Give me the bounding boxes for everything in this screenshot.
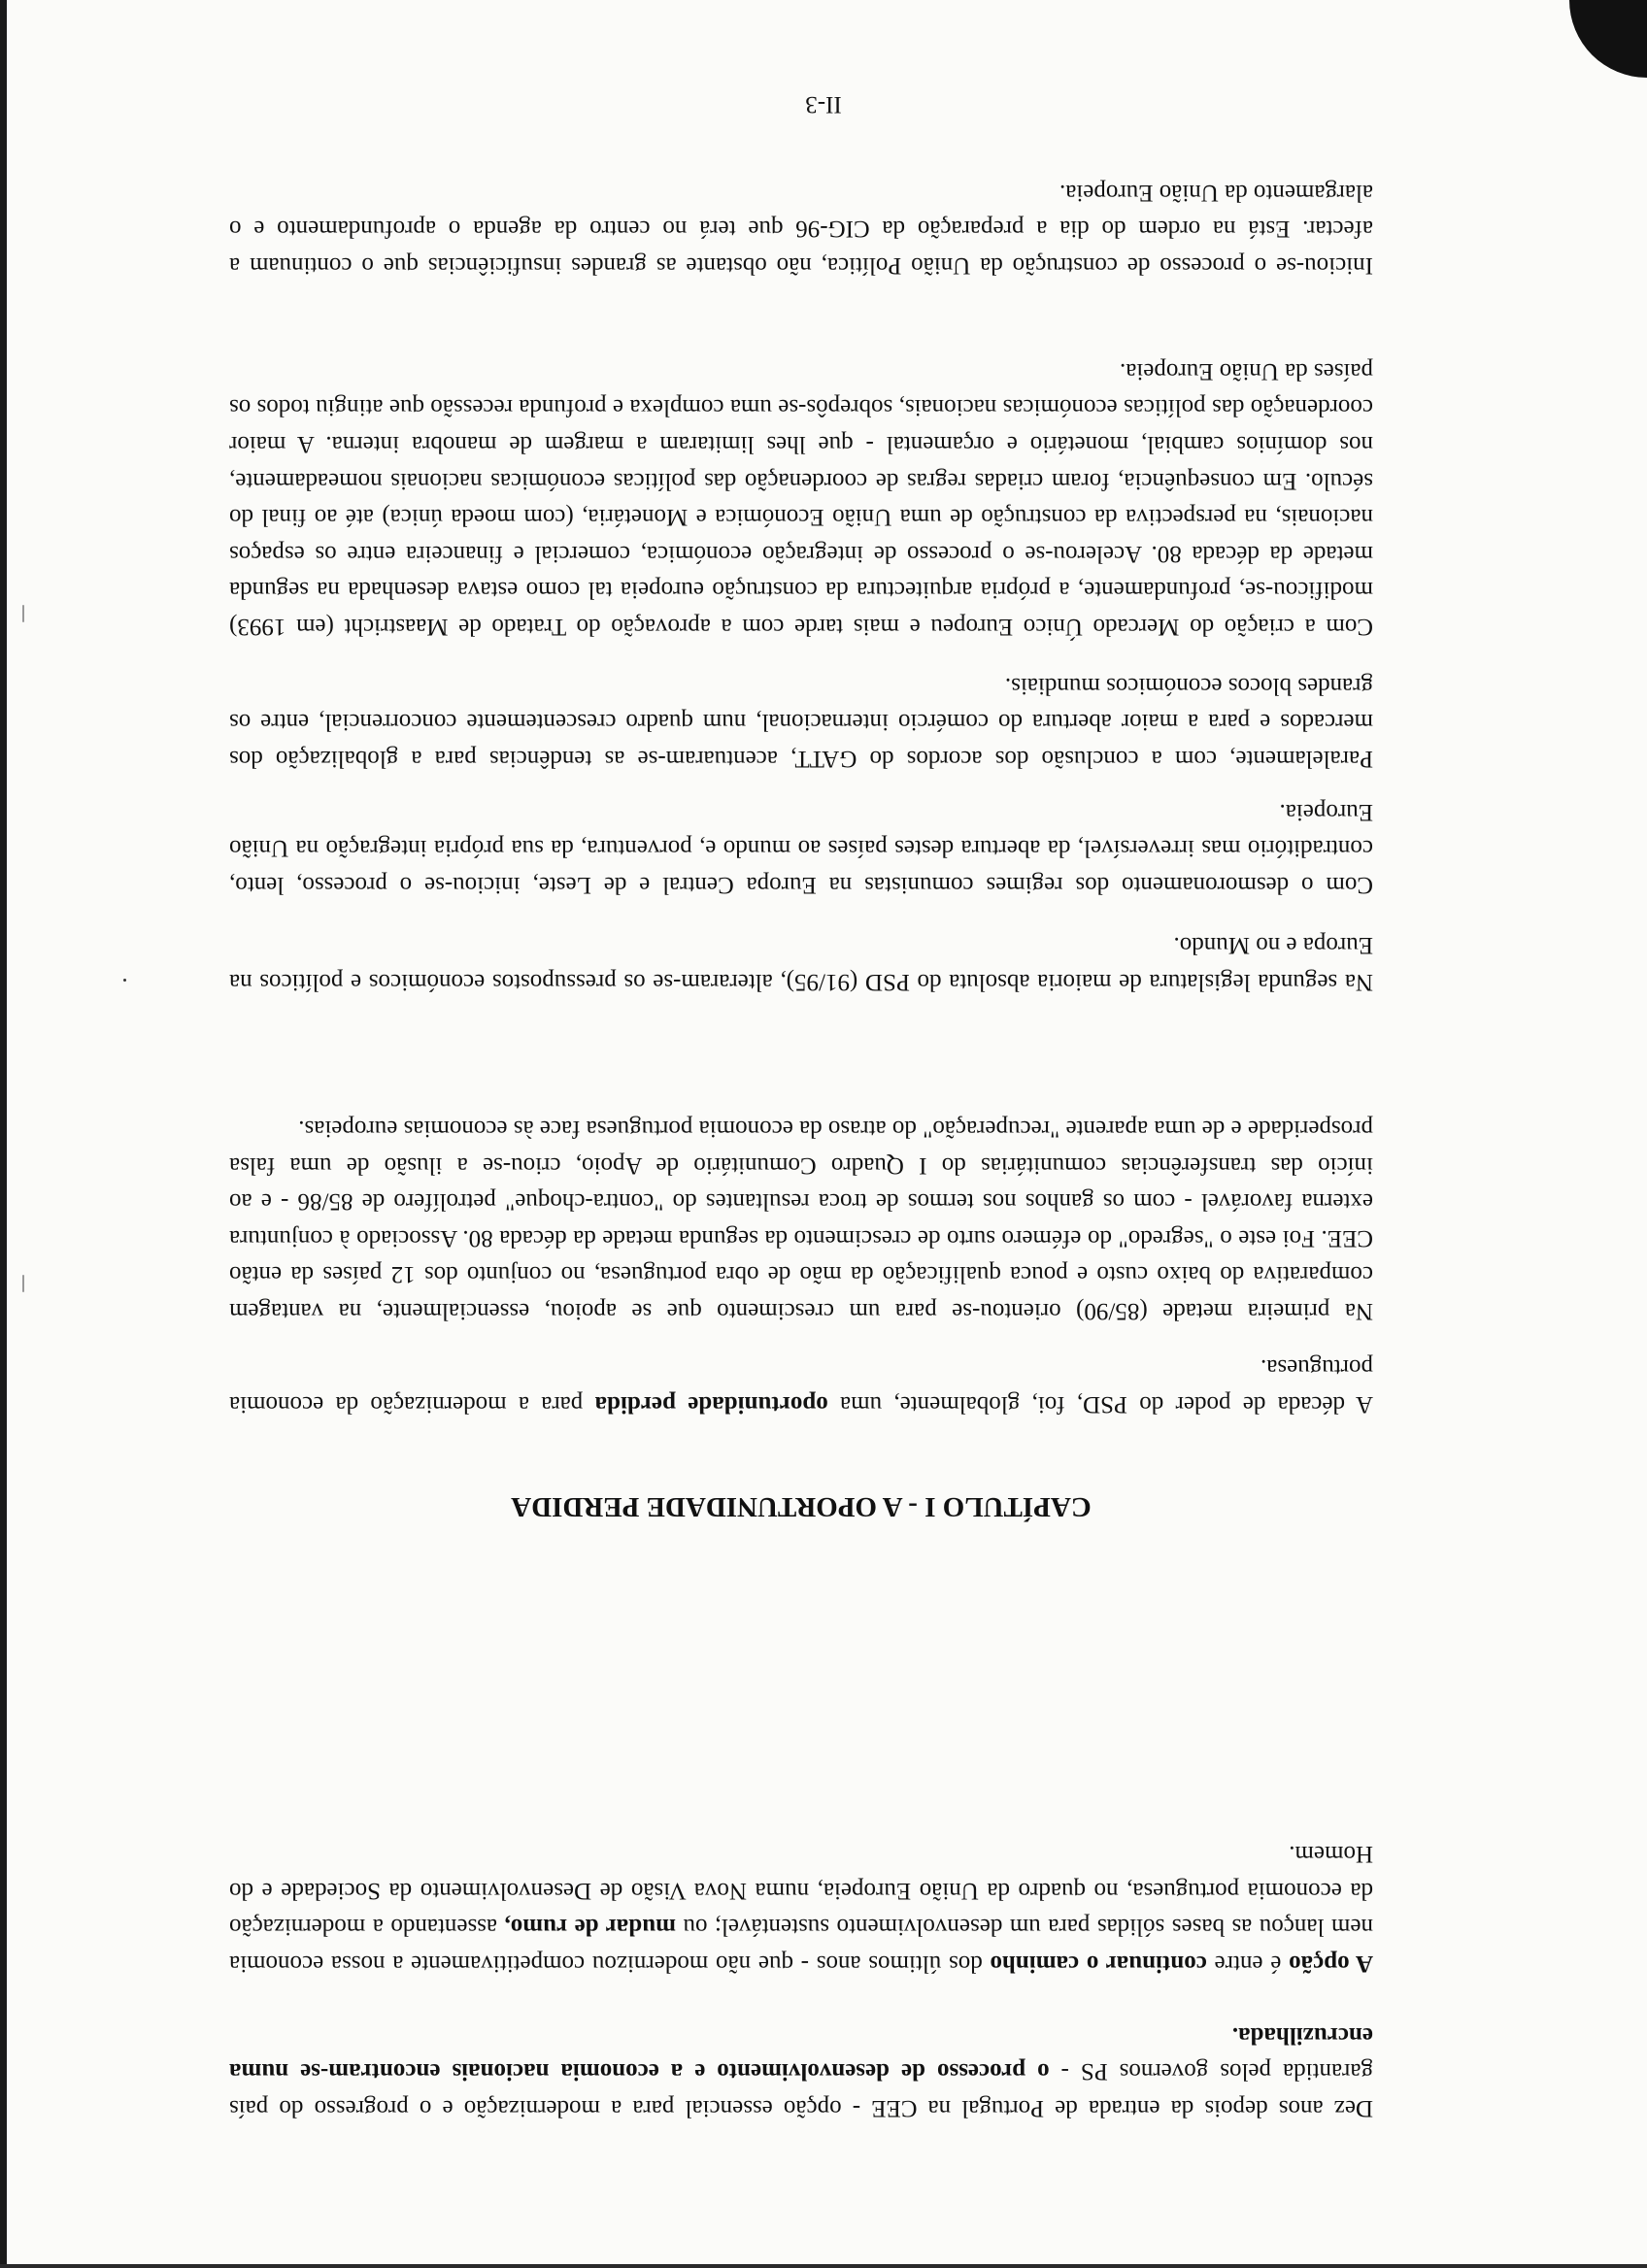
paragraph-gatt: Paralelamente, com a conclusão dos acordos do GATT, acentuaram-se as tendências para a globalização dos mercados e para a maior abertura do comércio internacional, num quadro crescentemente concorrencial, entre os grandes blocos económicos mundiais.	[229, 672, 1373, 772]
paragraph-decade-text: para a modernização da economia portuguesa.	[229, 1354, 1373, 1418]
paragraph-choice-emphasis-change: mudar de rumo,	[504, 1914, 676, 1941]
paragraph-single-market: Com a criação do Mercado Único Europeu e mais tarde com a aprovação do Tratado de Maastricht (em 1993) modificou-se, profundamente, a própria arquitectura da construção europeia tal como estava desenhada na segunda metade da década 80. Acelerou-se o processo de integração económica, comercial e financeira entre os espaços nacionais, na perspectiva da construção de uma União Económica e Monetária, (com moeda única) até ao final do século. Em consequência, foram criadas regras de coordenação das políticas económicas nacionais nomeadamente, nos domínios cambial, monetário e orçamental - que lhes limitaram a margem de manobra interna. A maior coordenação das políticas económicas nacionais, sobrepôs-se uma complexa e profunda recessão que atingiu todos os países da União Europeia.	[229, 357, 1373, 640]
paragraph-choice-text: assentando a modernização da economia portuguesa, no quadro da União Europeia, numa Nova Visão de Desenvolvimento da Sociedade e do Homem.	[229, 1841, 1373, 1941]
paragraph-intro-text: Dez anos depois da entrada de Portugal na CEE - opção essencial para a modernização e o progresso do país garantida pelos governos PS -	[229, 2058, 1373, 2121]
paragraph-choice-text: dos últimos anos - que não modernizou competitivamente a nossa economia nem lançou as bases sólidas para um desenvolvimento sustentável; ou	[229, 1914, 1373, 1977]
paragraph-second-legislature: Na segunda legislatura de maioria absoluta do PSD (91/95), alteraram-se os pressupostos económicos e políticos na Europa e no Mundo.	[229, 932, 1373, 995]
paragraph-first-half: Na primeira metade (85/90) orientou-se para um crescimento que se apoiou, essencialmente, na vantagem comparativa do baixo custo e pouca qualificação da mão de obra portuguesa, no conjunto dos 12 países da então CEE. Foi este o "segredo" do efémero surto de crescimento da segunda metade da década 80. Associado à conjuntura externa favorável - com os ganhos nos termos de troca resultantes do "contra-choque" petrolífero de 85/86 - e ao início das transferências comunitárias do I Quadro Comunitário de Apoio, criou-se a ilusão de uma falsa prosperidade e de uma aparente "recuperação" do atraso da economia portuguesa face às economias europeias.	[229, 1116, 1373, 1324]
paragraph-choice-text: é entre	[1206, 1951, 1290, 1977]
chapter-title: CAPÍTULO I - A OPORTUNIDADE PERDIDA	[511, 1491, 1092, 1522]
paragraph-decade-emphasis: oportunidade perdida	[594, 1391, 828, 1418]
paragraph-eastern-europe: Com o desmoronamento dos regimes comunistas na Europa Central e de Leste, iniciou-se o processo, lento, contraditório mas irreversível, da abertura destes países ao mundo e, porventura, da sua própria integração na União Europeia.	[229, 798, 1373, 898]
page-number: II-3	[805, 91, 842, 117]
paragraph-political-union: Iniciou-se o processo de construção da União Política, não obstante as grandes insuficiências que o continuam a afectar. Está na ordem do dia a preparação da CIG-96 que terá no centro da agenda o aprofundamento e o alargamento da União Europeia.	[229, 179, 1373, 279]
paragraph-choice-emphasis-continue: continuar o caminho	[990, 1951, 1207, 1977]
paragraph-choice	[229, 1836, 1373, 1982]
paragraph-intro	[229, 2017, 1373, 2126]
paragraph-decade	[229, 1350, 1373, 1422]
paragraph-intro-emphasis: o processo de desenvolvimento e a economia nacionais encontram-se numa encruzilhada.	[229, 2021, 1373, 2085]
paragraph-choice-emphasis-option: A opção	[1289, 1951, 1373, 1977]
paragraph-decade-text: A década de poder do PSD, foi, globalmente, uma	[827, 1391, 1373, 1418]
